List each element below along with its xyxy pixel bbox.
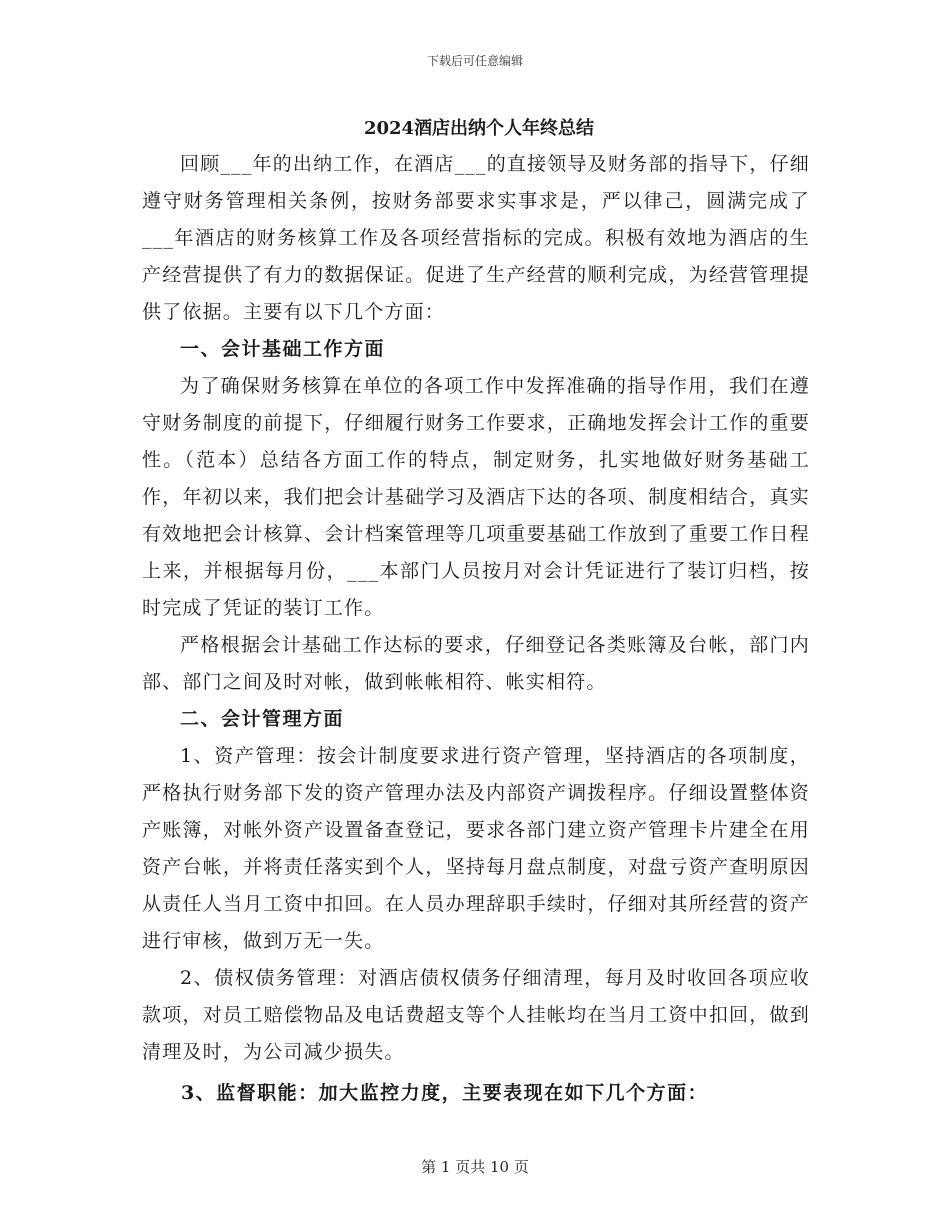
page-number: 第 1 页共 10 页 [421, 1158, 529, 1176]
body-paragraph: 严格根据会计基础工作达标的要求，仔细登记各类账簿及台帐，部门内部、部门之间及时对帐，做到帐帐相符、帐实相符。 [142, 634, 810, 693]
section-heading-accounting-basics: 一、会计基础工作方面 [180, 338, 386, 360]
body-paragraph-asset-management: 1、资产管理：按会计制度要求进行资产管理，坚持酒店的各项制度，严格执行财务部下发的资产管理办法及内部资产调拨程序。仔细设置整体资产账簿，对帐外资产设置备查登记，要求各部门建立资产管理卡片建全在用资产台帐，并将责任落实到个人，坚持每月盘点制度，对盘亏资产查明原因从责任人当月工资中扣回。在人员办理辞职手续时，仔细对其所经营的资产进行审核，做到万无一失。 [142, 745, 810, 952]
intro-paragraph: 回顾___年的出纳工作，在酒店___的直接领导及财务部的指导下，仔细遵守财务管理相关条例，按财务部要求实事求是，严以律己，圆满完成了___年酒店的财务核算工作及各项经营指标的完成。积极有效地为酒店的生产经营提供了有力的数据保证。促进了生产经营的顺利完成，为经营管理提供了依据。主要有以下几个方面： [142, 153, 810, 323]
body-paragraph-debt-management: 2、债权债务管理：对酒店债权债务仔细清理，每月及时收回各项应收款项，对员工赔偿物品及电话费超支等个人挂帐均在当月工资中扣回，做到清理及时，为公司减少损失。 [142, 967, 810, 1063]
page-header-note: 下载后可任意编辑 [426, 54, 523, 68]
body-paragraph: 为了确保财务核算在单位的各项工作中发挥准确的指导作用，我们在遵守财务制度的前提下，仔细履行财务工作要求，正确地发挥会计工作的重要性。（范本）总结各方面工作的特点，制定财务，扎实地做好财务基础工作，年初以来，我们把会计基础学习及酒店下达的各项、制度相结合，真实有效地把会计核算、会计档案管理等几项重要基础工作放到了重要工作日程上来，并根据每月份，___本部门人员按月对会计凭证进行了装订归档，按时完成了凭证的装订工作。 [142, 375, 810, 619]
section-heading-supervision: 3、监督职能：加大监控力度，主要表现在如下几个方面： [180, 1082, 709, 1104]
document-title: 2024酒店出纳个人年终总结 [363, 118, 595, 139]
section-heading-accounting-management: 二、会计管理方面 [180, 708, 345, 730]
document-body [142, 112, 810, 1112]
